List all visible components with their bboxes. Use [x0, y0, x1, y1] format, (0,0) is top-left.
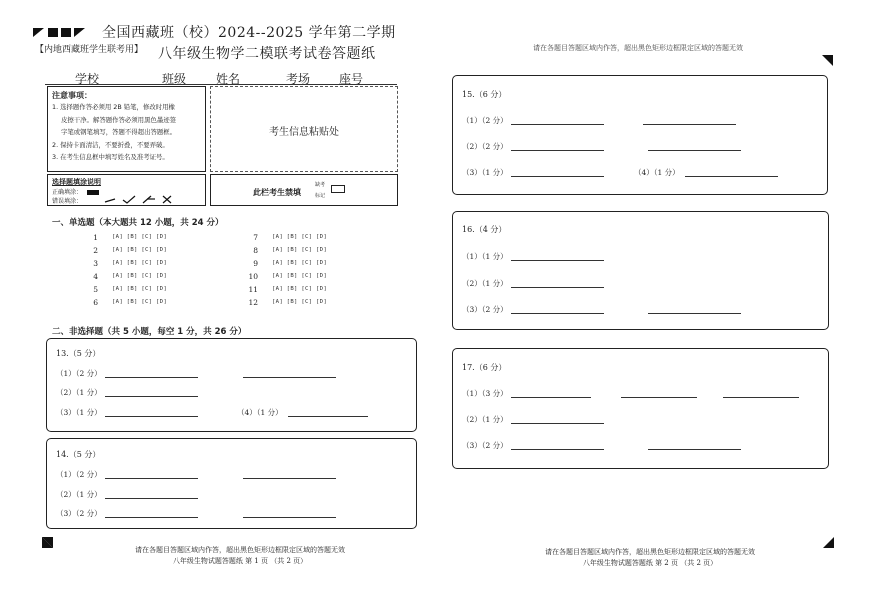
q13-part4-label: （4）（1 分） [237, 408, 283, 417]
q13-part1-label: （1）（2 分） [56, 369, 102, 378]
q16-part3-label: （3）（2 分） [462, 305, 508, 314]
q16-part1-label: （1）（1 分） [462, 252, 508, 261]
q16-part2-blank[interactable] [511, 287, 604, 288]
q15-part2-blank-b[interactable] [648, 150, 741, 151]
sticker-label: 考生信息粘贴处 [269, 127, 339, 138]
corner-mark-bottom-right [823, 537, 834, 548]
exam-tag: 【内地西藏班学生联考用】 [35, 45, 144, 55]
q15-part3-blank[interactable] [511, 176, 604, 177]
q17-part3-blank-b[interactable] [648, 449, 741, 450]
notice-box [47, 86, 206, 172]
answer-box-q15 [452, 75, 828, 195]
mc-question-number: 2 [93, 246, 98, 255]
q15-part2-blank-a[interactable] [511, 150, 604, 151]
q13-part1-blank-b[interactable] [243, 377, 336, 378]
info-underline [45, 84, 397, 85]
mc-option-bubbles[interactable]: [A] [B] [C] [D] [272, 247, 328, 253]
q14-part1-blank-b[interactable] [243, 478, 336, 479]
q14-part2-label: （2）（1 分） [56, 490, 102, 499]
q15-part4-label: （4）（1 分） [634, 168, 680, 177]
q17-part1-blank-c[interactable] [723, 397, 799, 398]
alignment-mark-triangle [74, 28, 85, 37]
alignment-mark-square-1 [48, 28, 58, 37]
field-school[interactable]: 学校 [75, 72, 100, 86]
mc-option-bubbles[interactable]: [A] [B] [C] [D] [272, 260, 328, 266]
q13-part1-blank-a[interactable] [105, 377, 198, 378]
notice-item-1: 1. 选择题作答必须用 2B 铅笔，修改时用橡 [52, 103, 175, 111]
mc-option-bubbles[interactable]: [A] [B] [C] [D] [112, 273, 168, 279]
q16-part3-blank-b[interactable] [648, 313, 741, 314]
mc-question-number: 9 [253, 259, 258, 268]
q14-part3-blank-b[interactable] [243, 517, 336, 518]
mc-option-bubbles[interactable]: [A] [B] [C] [D] [272, 286, 328, 292]
mc-option-bubbles[interactable]: [A] [B] [C] [D] [112, 299, 168, 305]
footer-hint-right: 请在各题目答题区域内作答，超出黑色矩形边框限定区域的答题无效 [545, 548, 755, 556]
q14-part1-label: （1）（2 分） [56, 470, 102, 479]
q13-part3-label: （3）（1 分） [56, 408, 102, 417]
q16-part2-label: （2）（1 分） [462, 279, 508, 288]
top-hint-right: 请在各题目答题区域内作答，超出黑色矩形边框限定区域的答题无效 [533, 44, 743, 52]
q16-part1-blank[interactable] [511, 260, 604, 261]
field-seat[interactable]: 座号 [339, 72, 364, 86]
q13-part3-blank[interactable] [105, 416, 198, 417]
notice-item-3: 3. 在考生信息框中填写姓名及准考证号。 [52, 153, 169, 161]
q14-part1-blank-a[interactable] [105, 478, 198, 479]
q15-title: 15.（6 分） [462, 90, 507, 99]
q15-part1-blank-a[interactable] [511, 124, 604, 125]
mc-option-bubbles[interactable]: [A] [B] [C] [D] [112, 234, 168, 240]
exam-title: 全国西藏班（校）2024--2025 学年第二学期 [102, 25, 396, 41]
q17-part1-blank-a[interactable] [511, 397, 591, 398]
answer-box-q13 [46, 338, 417, 432]
section2-title: 二、非选择题（共 5 小题，每空 1 分，共 26 分） [52, 327, 247, 337]
answer-box-q14 [46, 438, 417, 529]
field-room[interactable]: 考场 [286, 72, 311, 86]
fill-guide-examples-icon [85, 188, 203, 204]
corner-mark-bottom-left-2 [42, 537, 53, 548]
fill-guide-wrong: 错误填涂： [52, 198, 83, 205]
q15-part1-blank-b[interactable] [643, 124, 736, 125]
mc-option-bubbles[interactable]: [A] [B] [C] [D] [272, 273, 328, 279]
q16-part3-blank-a[interactable] [511, 313, 604, 314]
fill-guide-correct: 正确填涂： [52, 189, 83, 196]
q17-part2-label: （2）（1 分） [462, 415, 508, 424]
q13-part4-blank[interactable] [288, 416, 368, 417]
q17-part1-blank-b[interactable] [621, 397, 697, 398]
q15-part1-label: （1）（2 分） [462, 116, 508, 125]
notice-item-2: 2. 保持卡面清洁，不要折叠，不要弄破。 [52, 140, 169, 149]
section1-title: 一、单选题（本大题共 12 小题，共 24 分） [52, 218, 224, 228]
notice-item-1c: 字笔或钢笔填写，答题不得超出答题框。 [61, 128, 177, 136]
q14-part3-label: （3）（2 分） [56, 509, 102, 518]
mc-option-bubbles[interactable]: [A] [B] [C] [D] [112, 247, 168, 253]
corner-mark-top-right [822, 55, 833, 66]
fill-guide-box [47, 174, 206, 206]
answer-box-q17 [452, 348, 829, 469]
mc-question-number: 4 [93, 272, 98, 281]
q17-title: 17.（6 分） [462, 363, 507, 372]
absent-box [210, 174, 398, 206]
notice-item-1b: 皮擦干净。解答题作答必须用黑色墨迹签 [61, 115, 177, 124]
q17-part3-blank-a[interactable] [511, 449, 604, 450]
mc-question-number: 12 [248, 298, 258, 307]
alignment-mark-square-2 [61, 28, 71, 37]
mc-question-number: 1 [93, 233, 98, 242]
q17-part1-label: （1）（3 分） [462, 389, 508, 398]
q14-part2-blank[interactable] [105, 498, 198, 499]
field-class[interactable]: 班级 [162, 72, 187, 86]
absent-mark-label-2: 标记 [315, 193, 326, 199]
q14-title: 14.（5 分） [56, 450, 101, 459]
q13-title: 13.（5 分） [56, 349, 101, 358]
fill-guide-title: 选择题填涂说明 [52, 178, 101, 186]
mc-question-number: 11 [248, 285, 258, 294]
mc-question-number: 5 [93, 285, 98, 294]
alignment-mark-top-left [33, 28, 44, 37]
q15-part4-blank[interactable] [685, 176, 778, 177]
q16-title: 16.（4 分） [462, 225, 507, 234]
footer-page2: 八年级生物试题答题纸 第 2 页 （共 2 页） [582, 559, 718, 567]
absent-label: 此栏考生禁填 [253, 188, 301, 197]
mc-option-bubbles[interactable]: [A] [B] [C] [D] [112, 286, 168, 292]
q17-part2-blank[interactable] [511, 423, 604, 424]
mc-question-number: 8 [253, 246, 258, 255]
footer-page1: 八年级生物试题答题纸 第 1 页 （共 2 页） [172, 557, 308, 565]
notice-title: 注意事项： [52, 91, 92, 100]
absent-mark-label-1: 缺考 [315, 182, 326, 188]
mc-question-number: 7 [253, 233, 258, 242]
q17-part3-label: （3）（2 分） [462, 441, 508, 450]
mc-question-number: 10 [248, 272, 258, 281]
q15-part3-label: （3）（1 分） [462, 168, 508, 177]
field-name[interactable]: 姓名 [216, 72, 241, 86]
q15-part2-label: （2）（2 分） [462, 142, 508, 151]
q13-part2-blank[interactable] [105, 396, 198, 397]
q13-part2-label: （2）（1 分） [56, 388, 102, 397]
mc-question-number: 3 [93, 259, 98, 268]
absent-checkbox[interactable] [331, 185, 345, 193]
answer-box-q16 [452, 211, 829, 330]
info-sticker-area[interactable] [210, 86, 398, 172]
mc-option-bubbles[interactable]: [A] [B] [C] [D] [272, 234, 328, 240]
mc-option-bubbles[interactable]: [A] [B] [C] [D] [272, 299, 328, 305]
exam-subtitle: 八年级生物学二模联考试卷答题纸 [158, 46, 376, 62]
q14-part3-blank-a[interactable] [105, 517, 198, 518]
footer-hint-left: 请在各题目答题区域内作答，超出黑色矩形边框限定区域的答题无效 [135, 546, 345, 554]
mc-question-number: 6 [93, 298, 98, 307]
mc-option-bubbles[interactable]: [A] [B] [C] [D] [112, 260, 168, 266]
